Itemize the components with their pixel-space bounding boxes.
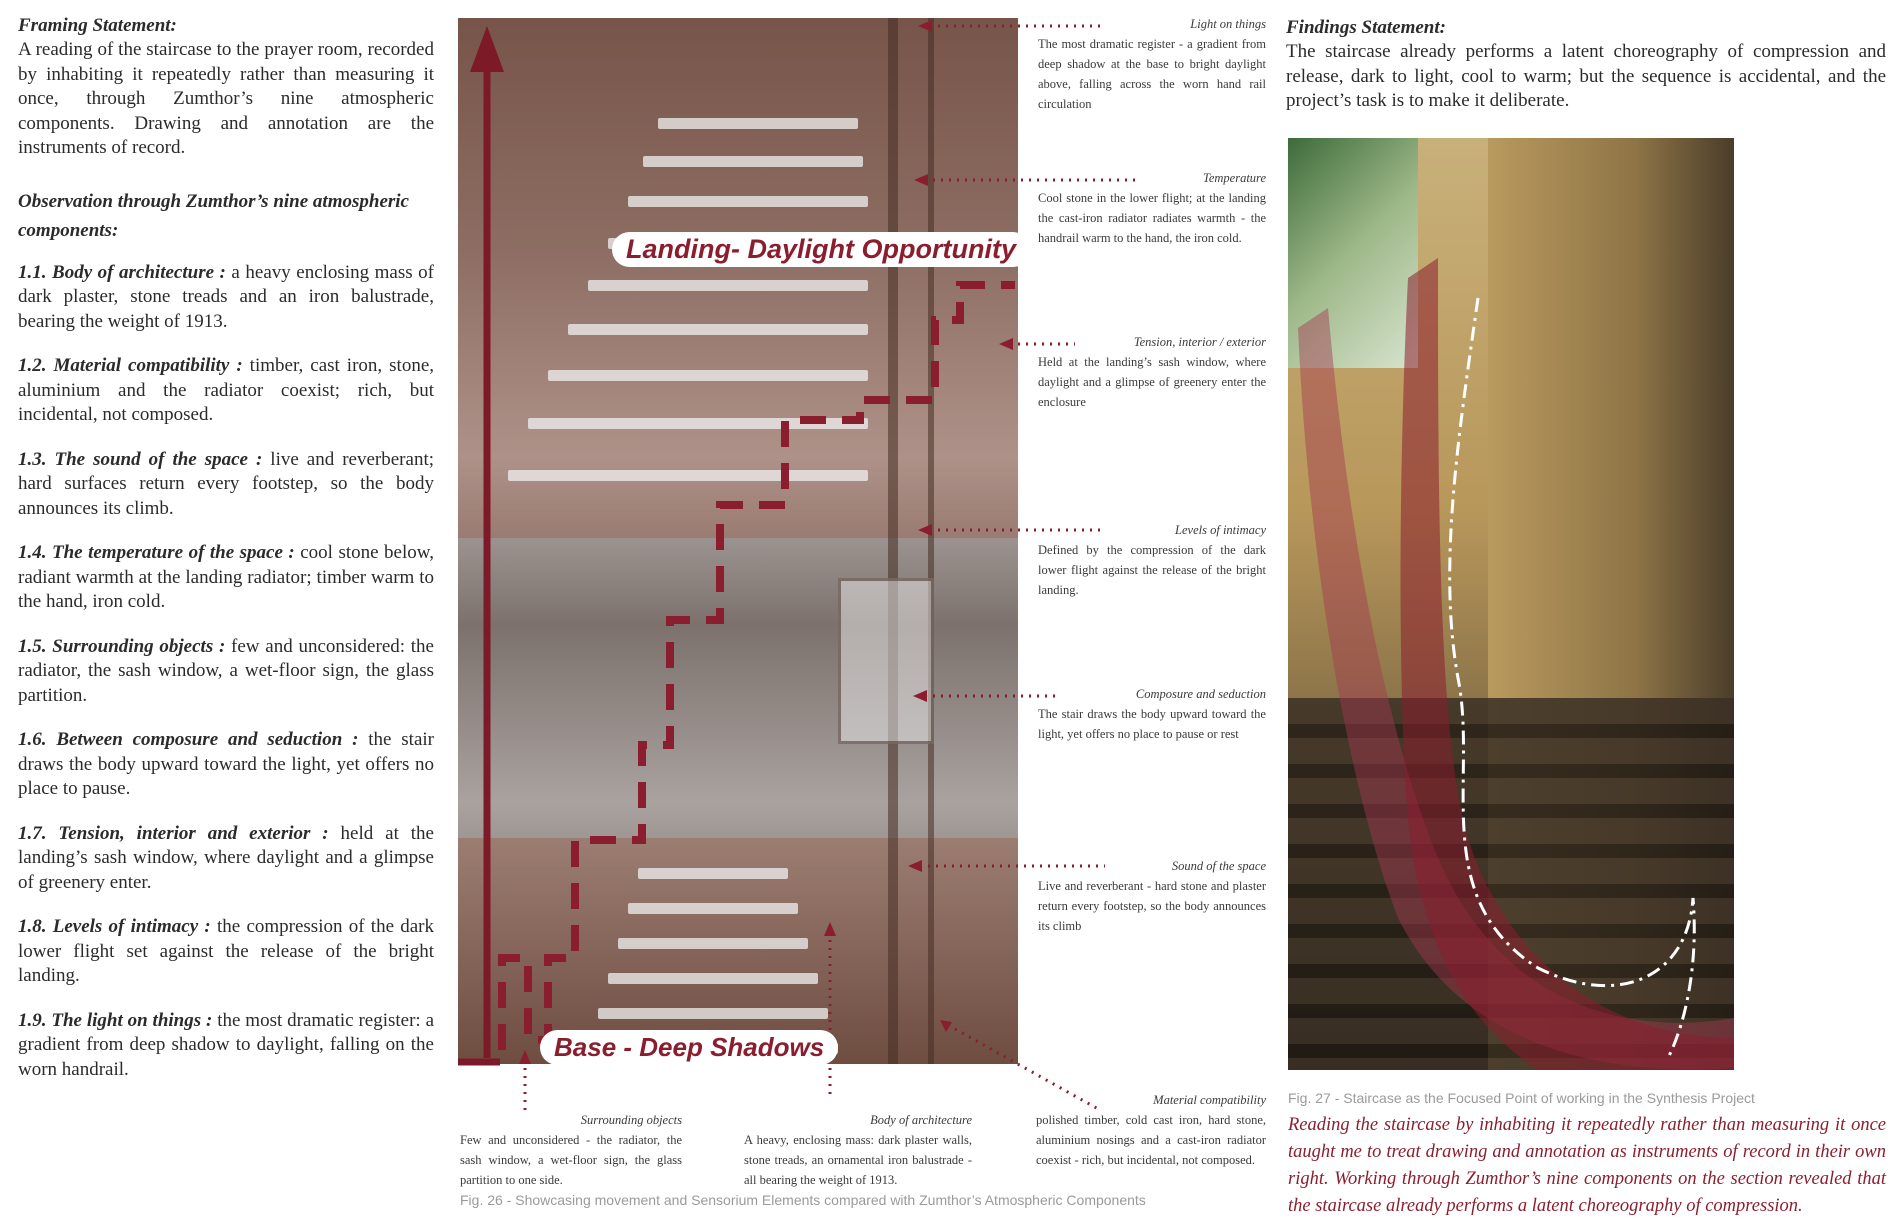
- component-text: few and unconsidered: the radiator, the sash window, a wet-floor sign, the glass partition.: [18, 635, 434, 706]
- component-title: 1.6. Between composure and seduction :: [18, 729, 359, 750]
- annotation-text: Few and unconsidered - the radiator, the sash window, a wet-floor sign, the glass partition to one side.: [460, 1133, 682, 1187]
- figure-27-caption: Fig. 27 - Staircase as the Focused Point of working in the Synthesis Project: [1288, 1090, 1755, 1106]
- annotation-title: Surrounding objects: [580, 1113, 682, 1127]
- findings-text: The staircase already performs a latent choreography of compression and release, dark to light, cool to warm; but the sequence is accidental, and the project’s task is to make it deliberate.: [1286, 41, 1886, 111]
- component-title: 1.5. Surrounding objects :: [18, 635, 226, 657]
- staircase-focus-photo: [1288, 138, 1734, 1070]
- component-text: timber, cast iron, stone, aluminium and the radiator coexist; rich, but incidental, not composed.: [18, 355, 434, 425]
- annotation-title: Tension, interior / exterior: [1133, 335, 1266, 349]
- observation-title: Observation through Zumthor’s nine atmospheric components:: [18, 190, 409, 241]
- landing-label: Landing- Daylight Opportunity: [612, 232, 1030, 267]
- annotation-intimacy: [1038, 520, 1266, 600]
- findings-column: [1286, 16, 1886, 114]
- annotation-title: Temperature: [1203, 171, 1266, 185]
- annotation-composure: [1038, 684, 1266, 744]
- leader-arrowheads: [519, 20, 1013, 1064]
- annotation-temperature: [1038, 168, 1266, 248]
- figure-26-caption: Fig. 26 - Showcasing movement and Sensorium Elements compared with Zumthor’s Atmospheric Components: [460, 1192, 1146, 1208]
- annotation-material: [1036, 1090, 1266, 1170]
- framing-title: Framing Statement:: [18, 15, 177, 36]
- movement-path: [502, 285, 1015, 1050]
- reflection-text: Reading the staircase by inhabiting it repeatedly rather than measuring it once taught me to treat drawing and annotation as instruments of record in their own right. Working through Zumthor’s nine components on the section revealed that the staircase already performs a latent choreography of compression.: [1288, 1115, 1886, 1216]
- arrow-head-icon: [470, 26, 504, 72]
- annotation-text: A heavy, enclosing mass: dark plaster walls, stone treads, an ornamental iron balustrade - all bearing the weight of 1913.: [744, 1133, 972, 1187]
- annotation-title: Light on things: [1190, 17, 1266, 31]
- annotation-surrounding: [460, 1110, 682, 1190]
- component-title: 1.7. Tension, interior and exterior :: [18, 822, 329, 844]
- movement-ribbon-overlay: [1288, 138, 1734, 1070]
- annotation-text: Held at the landing’s sash window, where daylight and a glimpse of greenery enter the enclosure: [1038, 355, 1266, 409]
- framing-text: A reading of the staircase to the prayer room, recorded by inhabiting it repeatedly rather than measuring it once, through Zumthor’s nine atmospheric components. Drawing and annotation are the instruments of record.: [18, 39, 434, 158]
- annotation-title: Body of architecture: [870, 1113, 972, 1127]
- component-title: 1.2. Material compatibility :: [18, 355, 243, 376]
- component-text: cool stone below, radiant warmth at the landing radiator; timber warm to the hand, iron cold.: [18, 542, 434, 612]
- component-title: 1.9. The light on things :: [18, 1009, 213, 1031]
- component-text: held at the landing’s sash window, where daylight and a glimpse of greenery enter.: [18, 822, 434, 893]
- annotation-title: Levels of intimacy: [1175, 523, 1266, 537]
- annotation-text: The most dramatic register - a gradient from deep shadow at the base to bright daylight above, falling across the worn hand rail circulation: [1038, 37, 1266, 111]
- component-text: the compression of the dark lower flight set against the release of the bright landing.: [18, 916, 434, 986]
- annotation-sound: [1038, 856, 1266, 936]
- component-title: 1.4. The temperature of the space :: [18, 542, 295, 563]
- component-title: 1.8. Levels of intimacy :: [18, 916, 211, 937]
- findings-title: Findings Statement:: [1286, 17, 1446, 38]
- component-text: a heavy enclosing mass of dark plaster, stone treads and an iron balustrade, bearing the weight of 1913.: [18, 261, 434, 332]
- annotation-text: polished timber, cold cast iron, hard stone, aluminium nosings and a cast-iron radiator coexist - rich, but incidental, not composed.: [1036, 1113, 1266, 1167]
- component-title: 1.3. The sound of the space :: [18, 448, 263, 470]
- annotation-text: The stair draws the body upward toward the light, yet offers no place to pause or rest: [1038, 707, 1266, 741]
- component-text: live and reverberant; hard surfaces return every footstep, so the body announces its climb.: [18, 448, 434, 519]
- component-title: 1.1. Body of architecture :: [18, 261, 226, 283]
- annotation-title: Material compatibility: [1153, 1093, 1266, 1107]
- annotation-title: Composure and seduction: [1135, 687, 1266, 701]
- annotation-body: [744, 1110, 972, 1190]
- annotation-tension: [1038, 332, 1266, 412]
- component-text: the most dramatic register: a gradient from deep shadow to daylight, falling on the worn handrail.: [18, 1009, 434, 1080]
- movement-ribbon: [1401, 258, 1735, 1070]
- annotation-text: Cool stone in the lower flight; at the landing the cast-iron radiator radiates warmth - the handrail warm to the hand, the iron cold.: [1038, 191, 1266, 245]
- annotation-title: Sound of the space: [1171, 859, 1266, 873]
- annotation-text: Defined by the compression of the dark lower flight against the release of the bright landing.: [1038, 543, 1266, 597]
- annotation-text: Live and reverberant - hard stone and plaster return every footstep, so the body announces its climb: [1038, 879, 1266, 933]
- annotation-light: [1038, 14, 1266, 114]
- component-text: the stair draws the body upward toward the light, yet offers no place to pause.: [18, 729, 434, 799]
- base-label: Base - Deep Shadows: [540, 1030, 838, 1065]
